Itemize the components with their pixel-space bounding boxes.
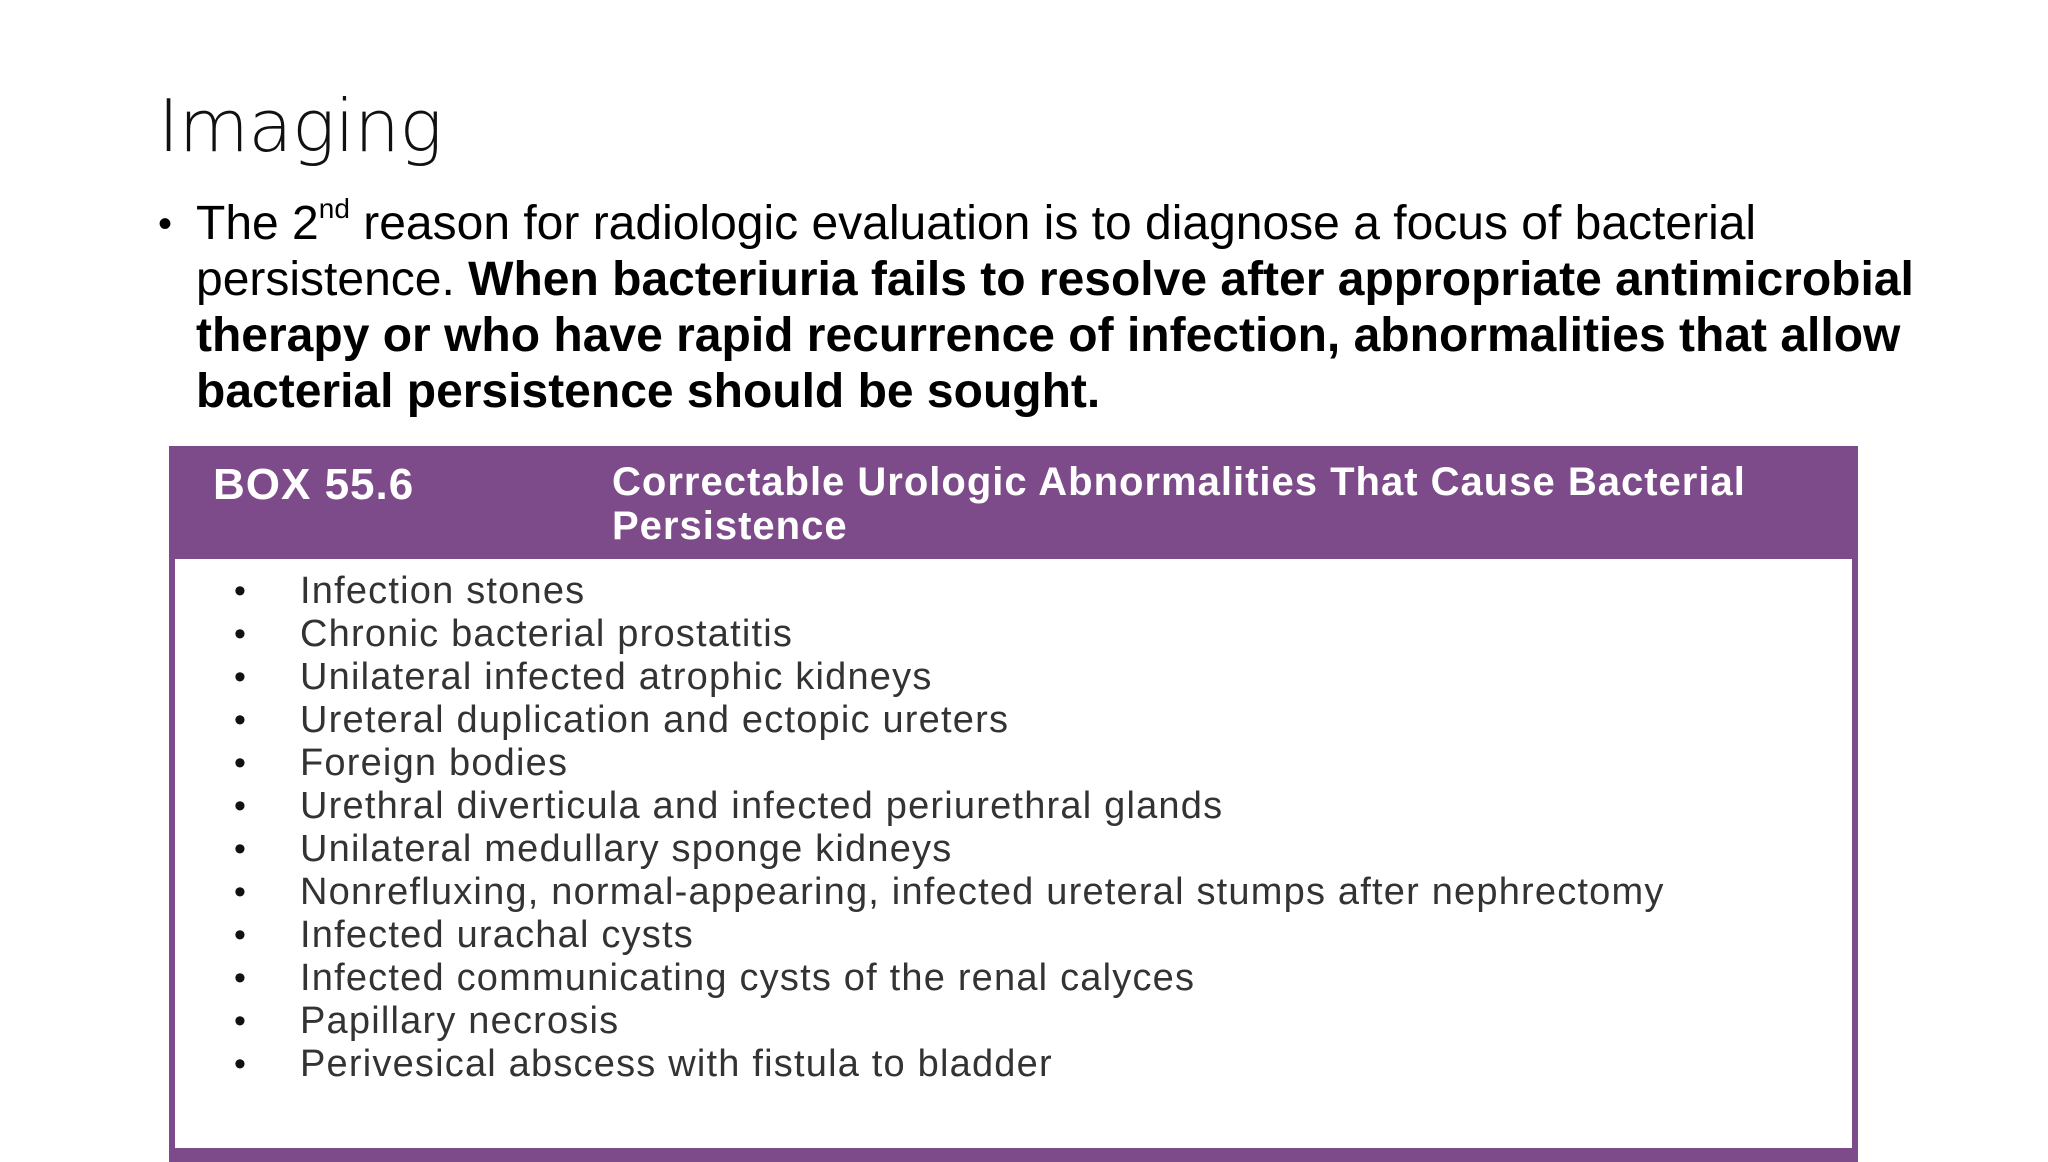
bullet-text: [196, 193, 1918, 420]
list-item-text: Papillary necrosis: [300, 1000, 620, 1042]
bullet-text-middle: reason for radiologic evaluation is to diagnose a focus of bacterial persistence.: [196, 197, 1757, 306]
bullet-marker: •: [158, 202, 173, 246]
bullet-bold-text: When bacteriuria fails to resolve after appropriate antimicrobial therapy or who have rapid recurrence of infection, abnormalities that allow bacterial persistence should be sought.: [196, 253, 1914, 418]
box-figure: [169, 446, 1858, 1162]
list-item: [175, 1043, 1852, 1086]
ordinal-suffix: nd: [318, 193, 350, 224]
list-item: [175, 871, 1852, 914]
list-marker: •: [233, 916, 248, 954]
bullet-text-start: The 2: [196, 197, 319, 250]
list-marker: •: [233, 787, 248, 825]
bullet-item: [158, 193, 1918, 420]
list-item-text: Chronic bacterial prostatitis: [300, 613, 794, 655]
box-header: [169, 446, 1858, 559]
box-list: [175, 570, 1852, 1086]
list-item: [175, 699, 1852, 742]
list-item-text: Unilateral infected atrophic kidneys: [300, 656, 933, 698]
box-title: Correctable Urologic Abnormalities That Cause Bacterial Persistence: [612, 460, 1746, 548]
list-marker: •: [233, 744, 248, 782]
list-item: [175, 828, 1852, 871]
list-item: [175, 570, 1852, 613]
list-item-text: Perivesical abscess with fistula to bladder: [300, 1043, 1053, 1085]
list-marker: •: [233, 615, 248, 653]
list-marker: •: [233, 830, 248, 868]
list-item-text: Infected communicating cysts of the renal calyces: [300, 957, 1196, 999]
list-item-text: Infected urachal cysts: [300, 914, 694, 956]
list-item: [175, 1000, 1852, 1043]
list-item: [175, 957, 1852, 1000]
list-marker: •: [233, 873, 248, 911]
slide-title: Imaging: [158, 84, 443, 168]
box-label: BOX 55.6: [213, 460, 415, 509]
list-item-text: Infection stones: [300, 570, 586, 612]
list-marker: •: [233, 959, 248, 997]
list-item: [175, 613, 1852, 656]
list-item-text: Nonrefluxing, normal-appearing, infected ureteral stumps after nephrectomy: [300, 871, 1665, 913]
bullet-list: [158, 193, 1918, 420]
list-item: [175, 785, 1852, 828]
list-item-text: Foreign bodies: [300, 742, 569, 784]
list-item: [175, 742, 1852, 785]
list-marker: •: [233, 701, 248, 739]
list-item-text: Ureteral duplication and ectopic ureters: [300, 699, 1010, 741]
list-item-text: Urethral diverticula and infected periurethral glands: [300, 785, 1224, 827]
list-item: [175, 656, 1852, 699]
list-marker: •: [233, 572, 248, 610]
list-item-text: Unilateral medullary sponge kidneys: [300, 828, 953, 870]
list-marker: •: [233, 658, 248, 696]
list-item: [175, 914, 1852, 957]
list-marker: •: [233, 1045, 248, 1083]
list-marker: •: [233, 1002, 248, 1040]
